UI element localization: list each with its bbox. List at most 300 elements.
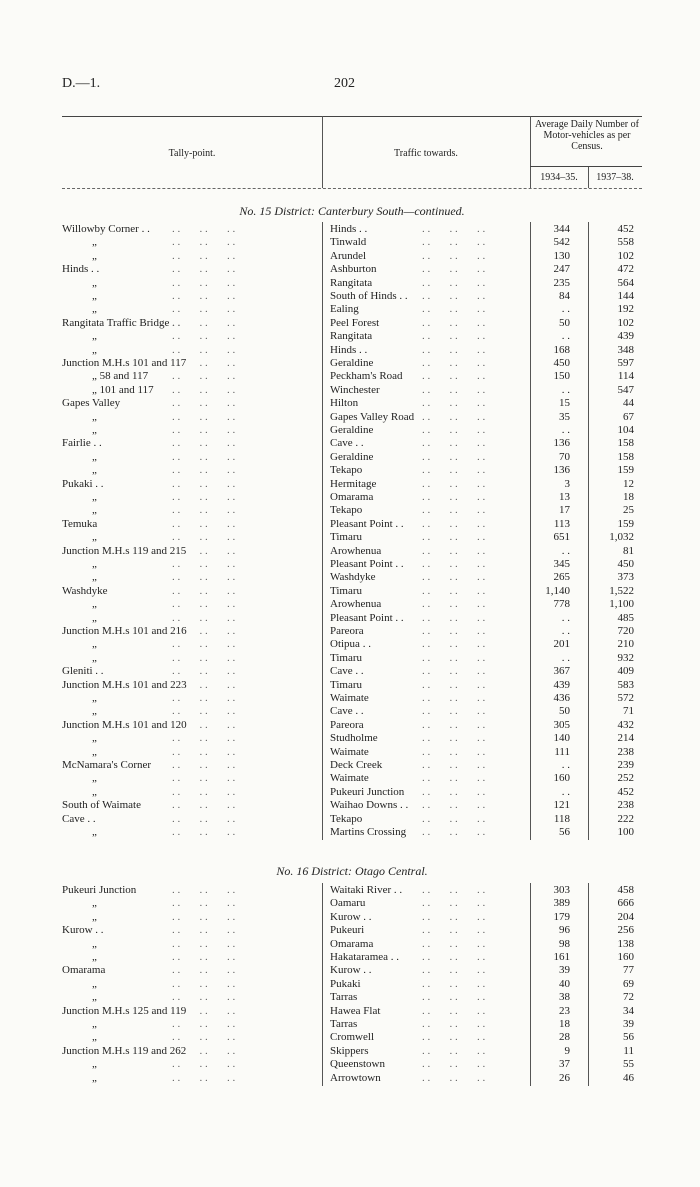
leader-dots: . . . . . .: [422, 785, 486, 798]
traffic-towards-cell: Pareora: [330, 625, 364, 637]
leader-dots: . . . . . .: [422, 357, 486, 369]
leader-dots: . . . . . .: [172, 692, 236, 704]
value-1934-cell: 136: [553, 464, 570, 477]
leader-dots: . . . . . .: [422, 1031, 486, 1044]
value-1937-cell: 77: [623, 964, 634, 977]
leader-dots: . . . . . .: [172, 1044, 236, 1057]
traffic-towards-cell: Winchester: [330, 383, 380, 396]
value-1934-cell: 179: [553, 910, 570, 923]
value-1937-cell: 222: [617, 812, 634, 825]
table-row: [62, 478, 642, 491]
leader-dots: . . . . . .: [172, 357, 236, 369]
leader-dots: . . . . . .: [422, 450, 486, 463]
table-row: [62, 236, 642, 249]
table-row: [62, 397, 642, 410]
table-row: [62, 451, 642, 464]
traffic-towards-cell: Waimate: [330, 692, 369, 704]
tally-point-cell: „: [92, 692, 97, 704]
value-1937-cell: 256: [617, 924, 634, 937]
leader-dots: . . . . . .: [422, 316, 486, 329]
leader-dots: . . . . . .: [172, 826, 236, 838]
tally-point-cell: „: [92, 343, 97, 356]
leader-dots: . . . . . .: [422, 477, 486, 490]
leader-dots: . . . . . .: [422, 531, 486, 544]
traffic-towards-cell: Hinds . .: [330, 223, 368, 235]
value-1937-cell: 239: [617, 759, 634, 771]
leader-dots: . . . . . .: [172, 1004, 236, 1017]
traffic-towards-cell: Hakataramea . .: [330, 951, 400, 963]
table-row: [62, 746, 642, 759]
tally-point-cell: „: [92, 450, 97, 463]
leader-dots: . . . . . .: [172, 785, 236, 798]
tally-point-cell: „: [92, 991, 97, 1004]
tally-point-cell: Junction M.H.s 101 and 117: [62, 357, 187, 369]
traffic-towards-cell: Arowhenua: [330, 544, 382, 557]
tally-point-cell: „: [92, 303, 97, 316]
table-row: [62, 826, 642, 839]
value-1934-cell: . .: [561, 611, 570, 624]
value-1934-cell: 56: [559, 826, 570, 838]
traffic-towards-cell: Ealing: [330, 303, 359, 316]
leader-dots: . . . . . .: [172, 464, 236, 477]
traffic-towards-cell: Timaru: [330, 531, 362, 544]
value-1937-cell: 409: [617, 665, 634, 678]
value-1937-cell: 104: [617, 424, 634, 436]
column-header-traffic: Traffic towards.: [394, 148, 458, 159]
traffic-towards-cell: Cave . .: [330, 705, 364, 718]
value-1934-cell: . .: [561, 330, 570, 343]
traffic-towards-cell: Pleasant Point . .: [330, 558, 404, 570]
traffic-towards-cell: Arowhenua: [330, 598, 382, 611]
leader-dots: . . . . . .: [422, 799, 486, 812]
traffic-towards-cell: Kurow . .: [330, 910, 372, 923]
traffic-towards-cell: Timaru: [330, 678, 362, 691]
tally-point-cell: „: [92, 897, 97, 910]
tally-point-cell: „: [92, 491, 97, 503]
leader-dots: . . . . . .: [172, 236, 236, 249]
leader-dots: . . . . . .: [422, 343, 486, 356]
value-1934-cell: 23: [559, 1004, 570, 1017]
value-1934-cell: . .: [561, 759, 570, 771]
value-1934-cell: 235: [553, 276, 570, 289]
table-row: [62, 978, 642, 991]
leader-dots: . . . . . .: [172, 290, 236, 302]
table-row: [62, 317, 642, 330]
table-row: [62, 813, 642, 826]
value-1937-cell: 56: [623, 1031, 634, 1044]
leader-dots: . . . . . .: [422, 1044, 486, 1057]
value-1934-cell: 38: [559, 991, 570, 1004]
table-row: [62, 518, 642, 531]
tally-point-cell: „: [92, 951, 97, 963]
leader-dots: . . . . . .: [422, 732, 486, 745]
table-row: [62, 705, 642, 718]
tally-point-cell: „: [92, 638, 97, 651]
column-header-tally: Tally-point.: [168, 148, 216, 159]
table-row: [62, 250, 642, 263]
leader-dots: . . . . . .: [422, 759, 486, 771]
value-1934-cell: 96: [559, 924, 570, 937]
table-row: [62, 357, 642, 370]
value-1934-cell: 305: [553, 718, 570, 731]
value-1937-cell: 138: [617, 937, 634, 950]
leader-dots: . . . . . .: [422, 236, 486, 249]
traffic-towards-cell: Hermitage: [330, 477, 377, 490]
tally-point-cell: „: [92, 1071, 97, 1084]
value-1937-cell: 69: [623, 977, 634, 990]
table-row: [62, 344, 642, 357]
leader-dots: . . . . . .: [172, 1031, 236, 1044]
value-1934-cell: 9: [564, 1044, 570, 1057]
table-row: [62, 384, 642, 397]
traffic-towards-cell: Rangitata: [330, 330, 373, 343]
traffic-towards-cell: Washdyke: [330, 571, 376, 584]
tally-point-cell: Omarama: [62, 964, 106, 977]
tally-point-cell: „: [92, 937, 97, 950]
page-number: 202: [334, 76, 355, 91]
leader-dots: . . . . . .: [422, 598, 486, 611]
tally-point-cell: „: [92, 1018, 97, 1030]
value-1934-cell: 26: [559, 1071, 570, 1084]
table-row: [62, 464, 642, 477]
tally-point-cell: „: [92, 705, 97, 718]
leader-dots: . . . . . .: [422, 504, 486, 517]
leader-dots: . . . . . .: [422, 223, 486, 235]
tally-point-cell: „: [92, 772, 97, 785]
value-1934-cell: 265: [553, 571, 570, 584]
tally-point-cell: „: [92, 424, 97, 436]
value-1937-cell: 564: [617, 276, 634, 289]
tally-point-cell: „: [92, 977, 97, 990]
traffic-towards-cell: Tinwald: [330, 236, 367, 249]
value-1937-cell: 572: [617, 692, 634, 704]
tally-point-cell: Pukaki . .: [62, 477, 104, 490]
value-1937-cell: 102: [617, 316, 634, 329]
leader-dots: . . . . . .: [172, 397, 236, 410]
table-row: [62, 223, 642, 236]
leader-dots: . . . . . .: [172, 410, 236, 423]
tally-point-cell: „: [92, 1031, 97, 1044]
leader-dots: . . . . . .: [172, 718, 236, 731]
leader-dots: . . . . . .: [172, 571, 236, 584]
leader-dots: . . . . . .: [422, 370, 486, 383]
traffic-towards-cell: Cromwell: [330, 1031, 374, 1044]
leader-dots: . . . . . .: [422, 884, 486, 896]
leader-dots: . . . . . .: [422, 812, 486, 825]
value-1937-cell: 439: [617, 330, 634, 343]
table-row: [62, 303, 642, 316]
leader-dots: . . . . . .: [172, 924, 236, 937]
traffic-towards-cell: Arrowtown: [330, 1071, 381, 1084]
traffic-towards-cell: Omarama: [330, 491, 374, 503]
value-1937-cell: 12: [623, 477, 634, 490]
value-1934-cell: 140: [553, 732, 570, 745]
leader-dots: . . . . . .: [422, 897, 486, 910]
leader-dots: . . . . . .: [172, 584, 236, 597]
traffic-towards-cell: Pareora: [330, 718, 364, 731]
tally-point-cell: „: [92, 330, 97, 343]
value-1934-cell: 15: [559, 397, 570, 410]
leader-dots: . . . . . .: [422, 544, 486, 557]
value-1937-cell: 458: [617, 884, 634, 896]
leader-dots: . . . . . .: [422, 1071, 486, 1084]
value-1934-cell: 40: [559, 977, 570, 990]
table-row: [62, 772, 642, 785]
leader-dots: . . . . . .: [172, 558, 236, 570]
leader-dots: . . . . . .: [422, 745, 486, 758]
value-1934-cell: . .: [561, 625, 570, 637]
leader-dots: . . . . . .: [422, 263, 486, 276]
leader-dots: . . . . . .: [422, 249, 486, 262]
value-1937-cell: 34: [623, 1004, 634, 1017]
leader-dots: . . . . . .: [172, 249, 236, 262]
table-row: [62, 1045, 642, 1058]
table-row: [62, 692, 642, 705]
traffic-towards-cell: Martins Crossing: [330, 826, 407, 838]
leader-dots: . . . . . .: [172, 977, 236, 990]
leader-dots: . . . . . .: [422, 571, 486, 584]
tally-point-cell: „: [92, 531, 97, 544]
tally-point-cell: Gleniti . .: [62, 665, 104, 678]
tally-point-cell: „: [92, 504, 97, 517]
traffic-towards-cell: Waihao Downs . .: [330, 799, 409, 812]
value-1934-cell: 367: [553, 665, 570, 678]
value-1934-cell: 778: [553, 598, 570, 611]
value-1937-cell: 18: [623, 491, 634, 503]
traffic-towards-cell: Ashburton: [330, 263, 377, 276]
value-1934-cell: 150: [553, 370, 570, 383]
value-1934-cell: 39: [559, 964, 570, 977]
table-row: [62, 799, 642, 812]
table-row: [62, 612, 642, 625]
value-1934-cell: 389: [553, 897, 570, 910]
tally-point-cell: „: [92, 571, 97, 584]
leader-dots: . . . . . .: [422, 397, 486, 410]
leader-dots: . . . . . .: [172, 705, 236, 718]
traffic-towards-cell: Otipua . .: [330, 638, 371, 651]
leader-dots: . . . . . .: [172, 651, 236, 664]
traffic-towards-cell: Geraldine: [330, 357, 374, 369]
traffic-towards-cell: Tekapo: [330, 812, 363, 825]
leader-dots: . . . . . .: [422, 383, 486, 396]
leader-dots: . . . . . .: [172, 598, 236, 611]
tally-point-cell: „: [92, 236, 97, 249]
leader-dots: . . . . . .: [422, 584, 486, 597]
leader-dots: . . . . . .: [422, 437, 486, 450]
table-row: [62, 330, 642, 343]
table-row: [62, 719, 642, 732]
leader-dots: . . . . . .: [422, 951, 486, 963]
leader-dots: . . . . . .: [172, 276, 236, 289]
leader-dots: . . . . . .: [172, 330, 236, 343]
traffic-towards-cell: Deck Creek: [330, 759, 383, 771]
section-title: [62, 204, 642, 219]
leader-dots: . . . . . .: [172, 491, 236, 503]
value-1937-cell: 214: [617, 732, 634, 745]
traffic-towards-cell: Arundel: [330, 249, 367, 262]
tally-point-cell: „ 101 and 117: [92, 383, 154, 396]
value-1934-cell: 18: [559, 1018, 570, 1030]
value-1934-cell: 113: [553, 517, 570, 530]
table-row: [62, 598, 642, 611]
leader-dots: . . . . . .: [422, 651, 486, 664]
tally-point-cell: Washdyke: [62, 584, 108, 597]
traffic-towards-cell: Geraldine: [330, 450, 374, 463]
leader-dots: . . . . . .: [422, 937, 486, 950]
leader-dots: . . . . . .: [422, 977, 486, 990]
value-1937-cell: 158: [617, 450, 634, 463]
tally-point-cell: Cave . .: [62, 812, 96, 825]
value-1937-cell: 450: [617, 558, 634, 570]
traffic-towards-cell: Tarras: [330, 1018, 358, 1030]
section-number: No. 16: [276, 864, 312, 878]
table-row: [62, 1072, 642, 1085]
column-header-average: Average Daily Number of Motor-vehicles as per Census.: [535, 119, 639, 152]
value-1937-cell: 71: [623, 705, 634, 718]
leader-dots: . . . . . .: [422, 964, 486, 977]
value-1934-cell: 344: [553, 223, 570, 235]
value-1934-cell: 136: [553, 437, 570, 450]
leader-dots: . . . . . .: [422, 1058, 486, 1071]
leader-dots: . . . . . .: [422, 424, 486, 436]
value-1937-cell: 597: [617, 357, 634, 369]
value-1937-cell: 11: [623, 1044, 634, 1057]
table-row: [62, 951, 642, 964]
table-row: [62, 625, 642, 638]
value-1937-cell: 81: [623, 544, 634, 557]
leader-dots: . . . . . .: [422, 330, 486, 343]
tally-point-cell: „: [92, 611, 97, 624]
tally-point-cell: „: [92, 785, 97, 798]
header-top-rule: [62, 116, 642, 117]
traffic-towards-cell: Waimate: [330, 772, 369, 785]
value-1934-cell: 37: [559, 1058, 570, 1071]
value-1934-cell: 118: [553, 812, 570, 825]
leader-dots: . . . . . .: [422, 491, 486, 503]
table-row: [62, 897, 642, 910]
value-1937-cell: 158: [617, 437, 634, 450]
tally-point-cell: McNamara's Corner: [62, 759, 152, 771]
value-1934-cell: . .: [561, 424, 570, 436]
traffic-towards-cell: Omarama: [330, 937, 374, 950]
leader-dots: . . . . . .: [422, 772, 486, 785]
traffic-towards-cell: Pukeuri Junction: [330, 785, 405, 798]
leader-dots: . . . . . .: [422, 290, 486, 302]
table-row: [62, 665, 642, 678]
value-1937-cell: 72: [623, 991, 634, 1004]
value-1937-cell: 25: [623, 504, 634, 517]
value-1934-cell: . .: [561, 544, 570, 557]
tally-point-cell: „: [92, 598, 97, 611]
leader-dots: . . . . . .: [172, 625, 236, 637]
leader-dots: . . . . . .: [172, 477, 236, 490]
value-1934-cell: 160: [553, 772, 570, 785]
table-row: [62, 732, 642, 745]
value-1934-cell: 50: [559, 705, 570, 718]
leader-dots: . . . . . .: [422, 826, 486, 838]
leader-dots: . . . . . .: [422, 558, 486, 570]
leader-dots: . . . . . .: [172, 517, 236, 530]
tally-point-cell: „: [92, 558, 97, 570]
section-title: [62, 864, 642, 879]
value-1937-cell: 472: [617, 263, 634, 276]
tally-point-cell: Pukeuri Junction: [62, 884, 137, 896]
tally-point-cell: Gapes Valley: [62, 397, 121, 410]
value-1934-cell: 345: [553, 558, 570, 570]
table-row: [62, 545, 642, 558]
value-1934-cell: 1,140: [545, 584, 570, 597]
tally-point-cell: „: [92, 276, 97, 289]
tally-point-cell: Hinds . .: [62, 263, 100, 276]
value-1937-cell: 55: [623, 1058, 634, 1071]
leader-dots: . . . . . .: [422, 665, 486, 678]
traffic-towards-cell: Waimate: [330, 745, 369, 758]
tally-point-cell: „: [92, 410, 97, 423]
leader-dots: . . . . . .: [172, 745, 236, 758]
table-row: [62, 1058, 642, 1071]
value-1937-cell: 238: [617, 799, 634, 812]
leader-dots: . . . . . .: [422, 924, 486, 937]
table-row: [62, 884, 642, 897]
tally-point-cell: South of Waimate: [62, 799, 141, 812]
value-1937-cell: 204: [617, 910, 634, 923]
value-1937-cell: 666: [617, 897, 634, 910]
table-row: [62, 558, 642, 571]
tally-point-cell: „: [92, 732, 97, 745]
leader-dots: . . . . . .: [422, 464, 486, 477]
traffic-towards-cell: Studholme: [330, 732, 378, 745]
leader-dots: . . . . . .: [172, 531, 236, 544]
traffic-towards-cell: Peel Forest: [330, 316, 380, 329]
leader-dots: . . . . . .: [172, 884, 236, 896]
value-1937-cell: 583: [617, 678, 634, 691]
value-1937-cell: 210: [617, 638, 634, 651]
tally-point-cell: „: [92, 745, 97, 758]
leader-dots: . . . . . .: [172, 964, 236, 977]
table-row: [62, 991, 642, 1004]
value-1937-cell: 1,522: [609, 584, 634, 597]
table-row: [62, 938, 642, 951]
leader-dots: . . . . . .: [422, 1018, 486, 1030]
leader-dots: . . . . . .: [422, 276, 486, 289]
value-1937-cell: 558: [617, 236, 634, 249]
value-1934-cell: 439: [553, 678, 570, 691]
tally-point-cell: Fairlie . .: [62, 437, 102, 450]
table-row: [62, 437, 642, 450]
value-1937-cell: 485: [617, 611, 634, 624]
value-1937-cell: 720: [617, 625, 634, 637]
value-1937-cell: 160: [617, 951, 634, 963]
tally-point-cell: „: [92, 910, 97, 923]
leader-dots: . . . . . .: [422, 625, 486, 637]
value-1937-cell: 238: [617, 745, 634, 758]
tally-point-cell: Junction M.H.s 101 and 216: [62, 625, 187, 637]
value-1937-cell: 192: [617, 303, 634, 316]
value-1937-cell: 1,100: [609, 598, 634, 611]
tally-point-cell: „: [92, 826, 97, 838]
table-row: [62, 491, 642, 504]
leader-dots: . . . . . .: [172, 678, 236, 691]
value-1934-cell: 35: [559, 410, 570, 423]
leader-dots: . . . . . .: [172, 1018, 236, 1030]
value-1937-cell: 114: [617, 370, 634, 383]
value-1934-cell: 450: [553, 357, 570, 369]
leader-dots: . . . . . .: [172, 638, 236, 651]
leader-dots: . . . . . .: [172, 343, 236, 356]
leader-dots: . . . . . .: [172, 424, 236, 436]
traffic-towards-cell: South of Hinds . .: [330, 290, 408, 302]
tally-point-cell: „ 58 and 117: [92, 370, 149, 383]
